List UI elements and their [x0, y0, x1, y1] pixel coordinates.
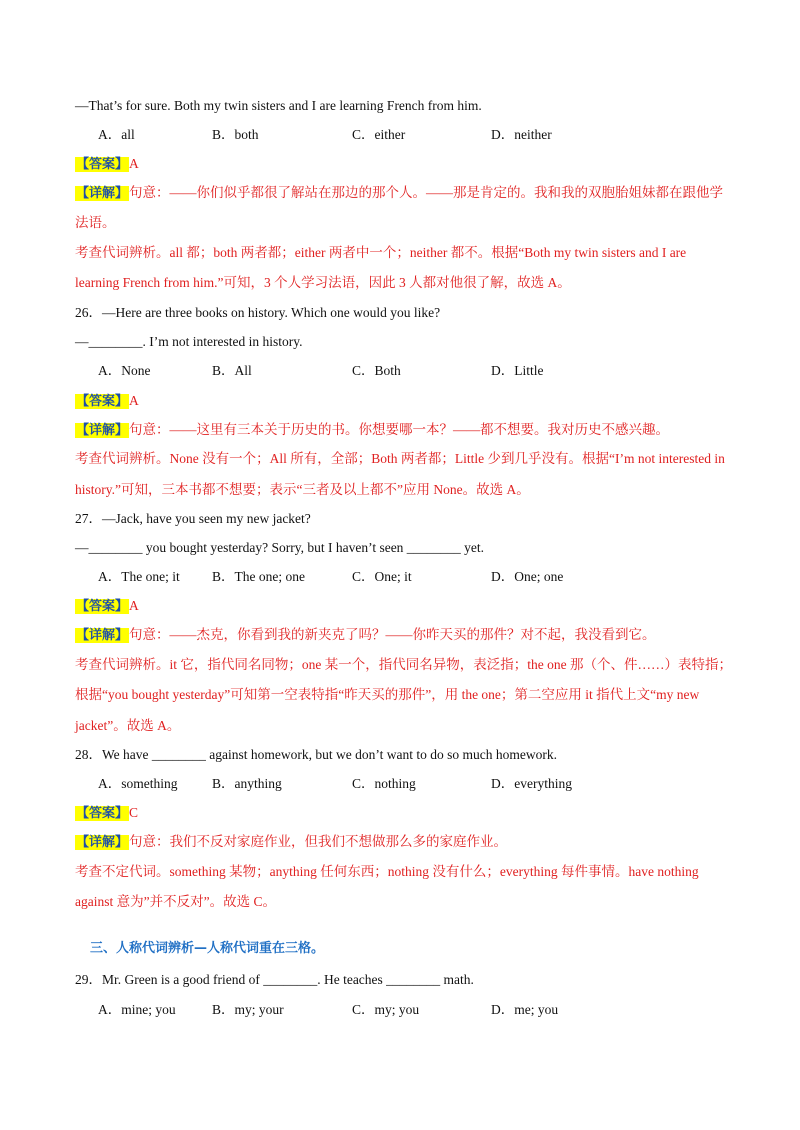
detail-tag: 【详解】: [76, 628, 129, 643]
answer-value: A: [129, 156, 139, 171]
q27-stem: 27．—Jack, have you seen my new jacket?: [75, 511, 311, 526]
q25-detail-line-3: 考查代词辨析。all 都；both 两者都；either 两者中一个；neither 都不。根据“Both my twin sisters and I are: [75, 245, 687, 260]
q27-detail-line-1: 【详解】句意：——杰克，你看到我的新夹克了吗？——你昨天买的那件？对不起，我没看到它。: [76, 627, 656, 643]
q25-option-d: D．neither: [491, 127, 552, 142]
q29-option-c: C．my; you: [352, 1002, 420, 1017]
q26-stem-response: —________. I’m not interested in history.: [75, 334, 303, 349]
q25-stem-response: —That’s for sure. Both my twin sisters and I are learning French from him.: [75, 98, 482, 113]
q28-stem: 28．We have ________ against homework, but we don’t want to do so much homework.: [75, 747, 557, 762]
q28-option-b: B．anything: [212, 776, 282, 791]
q26-answer: [75, 392, 139, 411]
section-heading: 三、人称代词辨析—人称代词重在三格。: [90, 941, 325, 956]
answer-tag: 【答案】: [76, 599, 129, 614]
answer-value: A: [129, 393, 139, 408]
q27-option-c: C．One; it: [352, 569, 412, 584]
q26-detail-line-3: history.”可知，三本书都不想要；表示“三者及以上都不”应用 None。故选 A。: [75, 482, 530, 497]
answer-tag: 【答案】: [76, 394, 129, 409]
q29-option-d: D．me; you: [491, 1002, 559, 1017]
q28-detail-line-1: 【详解】句意：我们不反对家庭作业，但我们不想做那么多的家庭作业。: [76, 834, 508, 850]
q27-answer: [75, 597, 139, 616]
q29-option-b: B．my; your: [212, 1002, 284, 1017]
q25-answer: [75, 155, 139, 174]
q27-detail-line-4: jacket”。故选 A。: [75, 718, 181, 733]
q26-detail-line-2: 考查代词辨析。None 没有一个；All 所有，全部；Both 两者都；Little 少到几乎没有。根据“I’m not interested in: [75, 451, 725, 466]
q27-option-a: A．The one; it: [98, 569, 180, 584]
q25-option-c: C．either: [352, 127, 406, 142]
detail-tag: 【详解】: [76, 186, 129, 201]
detail-tag: 【详解】: [76, 423, 129, 438]
q26-detail-line-1: 【详解】句意：——这里有三本关于历史的书。你想要哪一本？——都不想要。我对历史不感兴趣。: [76, 422, 670, 438]
q27-detail-line-2: 考查代词辨析。it 它，指代同名同物；one 某一个，指代同名异物，表泛指；the one 那（个、件……）表特指；: [75, 657, 732, 672]
q25-option-b: B．both: [212, 127, 259, 142]
q26-stem: 26．—Here are three books on history. Which one would you like?: [75, 305, 441, 320]
q27-option-d: D．One; one: [491, 569, 564, 584]
q29-option-a: A．mine; you: [98, 1002, 176, 1017]
answer-value: C: [129, 805, 139, 820]
q27-option-b: B．The one; one: [212, 569, 305, 584]
q28-detail-line-3: against 意为”并不反对”。故选 C。: [75, 894, 276, 909]
q26-option-d: D．Little: [491, 363, 544, 378]
q26-option-a: A．None: [98, 363, 151, 378]
answer-value: A: [129, 598, 139, 613]
q28-option-a: A．something: [98, 776, 178, 791]
q26-option-c: C．Both: [352, 363, 401, 378]
q25-detail-line-2: 法语。: [75, 215, 116, 230]
q26-option-b: B．All: [212, 363, 252, 378]
q29-stem: 29．Mr. Green is a good friend of ________. He teaches ________ math.: [75, 972, 474, 987]
q28-option-d: D．everything: [491, 776, 572, 791]
answer-tag: 【答案】: [76, 157, 129, 172]
q28-detail-line-2: 考查不定代词。something 某物；anything 任何东西；nothing 没有什么；everything 每件事情。have nothing: [75, 864, 699, 879]
q27-detail-line-3: 根据“you bought yesterday”可知第一空表特指“昨天买的那件”，用 the one；第二空应用 it 指代上文“my new: [75, 687, 700, 702]
q25-detail-line-1: 【详解】句意：——你们似乎都很了解站在那边的那个人。——那是肯定的。我和我的双胞胎姐妹都在跟他学: [76, 185, 724, 201]
q28-option-c: C．nothing: [352, 776, 416, 791]
q25-option-a: A．all: [98, 127, 135, 142]
answer-tag: 【答案】: [76, 806, 129, 821]
detail-tag: 【详解】: [76, 835, 129, 850]
q27-stem-response: —________ you bought yesterday? Sorry, but I haven’t seen ________ yet.: [75, 540, 485, 555]
q28-answer: [75, 804, 138, 823]
q25-detail-line-4: learning French from him.”可知，3 个人学习法语，因此 3 人都对他很了解，故选 A。: [75, 275, 571, 290]
